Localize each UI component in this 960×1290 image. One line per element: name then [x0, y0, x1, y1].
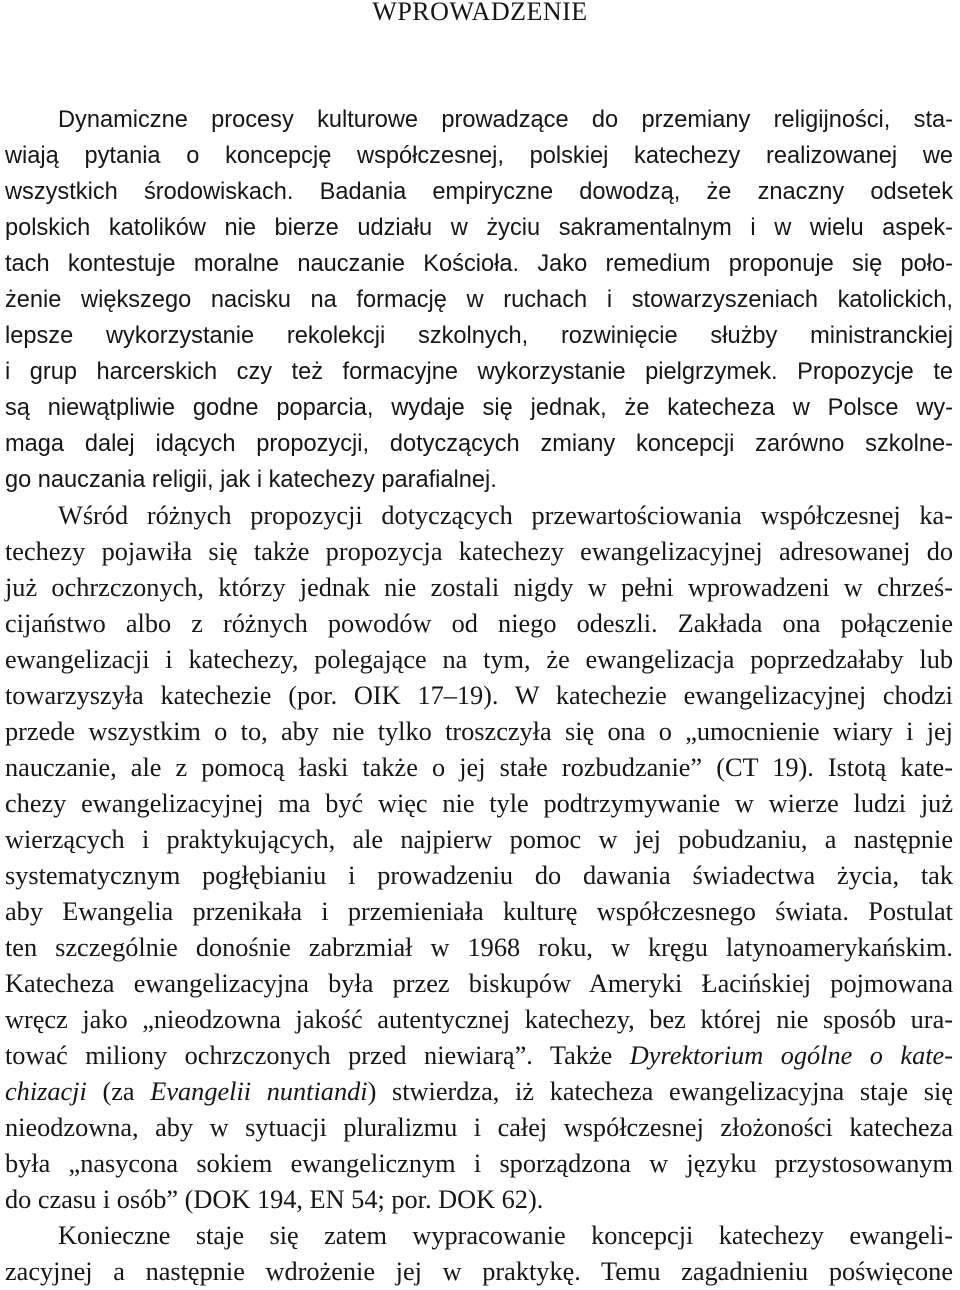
- text-segment: już ochrzczonych, którzy jednak nie zostali nigdy w pełni wprowadzeni w chrześ-: [5, 573, 953, 602]
- text-segment: Konieczne staje się zatem wypracowanie koncepcji katechezy ewangeli-: [58, 1221, 953, 1250]
- text-line: [5, 426, 953, 462]
- text-segment: tach kontestuje moralne nauczanie Kościoła. Jako remedium proponuje się poło-: [5, 251, 953, 277]
- text-segment: wręcz jako „nieodzowna jakość autentycznej katechezy, bez której nie sposób ura-: [5, 1005, 953, 1034]
- body-text: [5, 102, 953, 1290]
- text-line: [5, 714, 953, 750]
- italic-text: Dyrektorium ogólne o kate-: [629, 1041, 953, 1070]
- text-line: [5, 534, 953, 570]
- text-segment: przede wszystkim o to, aby nie tylko troszczyła się ona o „umocnienie wiary i jej: [5, 717, 953, 746]
- text-segment: (za: [86, 1077, 151, 1106]
- text-line: [5, 1254, 953, 1290]
- text-segment: lepsze wykorzystanie rekolekcji szkolnych, rozwinięcie służby ministranckiej: [5, 323, 953, 349]
- text-segment: Dynamiczne procesy kulturowe prowadzące do przemiany religijności, sta-: [58, 107, 953, 133]
- text-segment: są niewątpliwie godne poparcia, wydaje się jednak, że katecheza w Polsce wy-: [5, 395, 953, 421]
- text-line: [5, 1002, 953, 1038]
- text-line: [5, 210, 953, 246]
- text-line: [5, 750, 953, 786]
- text-line: [5, 642, 953, 678]
- text-segment: ten szczególnie donośnie zabrzmiał w 1968 roku, w kręgu latynoamerykańskim.: [5, 933, 953, 962]
- text-segment: techezy pojawiła się także propozycja katechezy ewangelizacyjnej adresowanej do: [5, 537, 953, 566]
- text-line: [5, 606, 953, 642]
- text-line: [5, 570, 953, 606]
- italic-text: Evangelii nuntiandi: [150, 1077, 368, 1106]
- text-segment: polskich katolików nie bierze udziału w życiu sakramentalnym i w wielu aspek-: [5, 215, 953, 241]
- text-segment: zacyjnej a następnie wdrożenie jej w praktykę. Temu zagadnieniu poświęcone: [5, 1257, 953, 1286]
- text-line: [5, 282, 953, 318]
- text-line: [5, 966, 953, 1002]
- text-segment: wiają pytania o koncepcję współczesnej, polskiej katechezy realizowanej we: [5, 143, 953, 169]
- text-segment: chezy ewangelizacyjnej ma być więc nie tyle podtrzymywanie w wierze ludzi już: [5, 789, 953, 818]
- text-line: [5, 1074, 953, 1110]
- text-line: [5, 930, 953, 966]
- text-segment: ewangelizacji i katechezy, polegające na tym, że ewangelizacja poprzedzałaby lub: [5, 645, 953, 674]
- text-segment: tować miliony ochrzczonych przed niewiarą”. Także: [5, 1041, 630, 1070]
- text-line: [5, 318, 953, 354]
- text-line: [5, 1218, 953, 1254]
- text-line: [5, 1038, 953, 1074]
- italic-text: chizacji: [5, 1077, 87, 1106]
- text-line: [5, 174, 953, 210]
- text-line: [5, 246, 953, 282]
- text-segment: Katecheza ewangelizacyjna była przez biskupów Ameryki Łacińskiej pojmowana: [5, 969, 953, 998]
- text-line: [5, 354, 953, 390]
- text-line: [5, 822, 953, 858]
- text-segment: wszystkich środowiskach. Badania empiryczne dowodzą, że znaczny odsetek: [5, 179, 953, 205]
- text-segment: i grup harcerskich czy też formacyjne wykorzystanie pielgrzymek. Propozycje te: [5, 359, 953, 385]
- text-segment: systematycznym pogłębianiu i prowadzeniu do dawania świadectwa życia, tak: [5, 861, 953, 890]
- text-line: [5, 894, 953, 930]
- text-segment: towarzyszyła katechezie (por. OIK 17–19). W katechezie ewangelizacyjnej chodzi: [5, 681, 953, 710]
- text-segment: ) stwierdza, iż katecheza ewangelizacyjna staje się: [367, 1077, 954, 1106]
- text-segment: wierzących i praktykujących, ale najpierw pomoc w jej pobudzaniu, a następnie: [5, 825, 953, 854]
- text-line: [5, 1146, 953, 1182]
- text-line: [5, 858, 953, 894]
- text-line: [5, 498, 953, 534]
- text-line: [5, 102, 953, 138]
- text-segment: aby Ewangelia przenikała i przemieniała kulturę współczesnego świata. Postulat: [5, 897, 953, 926]
- text-segment: nieodzowna, aby w sytuacji pluralizmu i całej współczesnej złożoności katecheza: [5, 1113, 953, 1142]
- text-line: [5, 138, 953, 174]
- page-title: WPROWADZENIE: [372, 0, 588, 26]
- text-line: [5, 1110, 953, 1146]
- text-segment: go nauczania religii, jak i katechezy parafialnej.: [5, 467, 497, 493]
- text-segment: była „nasycona sokiem ewangelicznym i sporządzona w języku przystosowanym: [5, 1149, 953, 1178]
- text-line: [5, 390, 953, 426]
- text-line: [5, 678, 953, 714]
- text-segment: maga dalej idących propozycji, dotyczących zmiany koncepcji zarówno szkolne-: [5, 431, 953, 457]
- text-segment: do czasu i osób” (DOK 194, EN 54; por. DOK 62).: [5, 1185, 544, 1214]
- text-line: [5, 462, 953, 498]
- text-segment: cijaństwo albo z różnych powodów od niego odeszli. Zakłada ona połączenie: [5, 609, 953, 638]
- text-segment: nauczanie, ale z pomocą łaski także o jej stałe rozbudzanie” (CT 19). Istotą kate-: [5, 753, 953, 782]
- text-line: [5, 1182, 953, 1218]
- text-segment: Wśród różnych propozycji dotyczących przewartościowania współczesnej ka-: [58, 501, 953, 530]
- text-segment: żenie większego nacisku na formację w ruchach i stowarzyszeniach katolickich,: [5, 287, 953, 313]
- text-line: [5, 786, 953, 822]
